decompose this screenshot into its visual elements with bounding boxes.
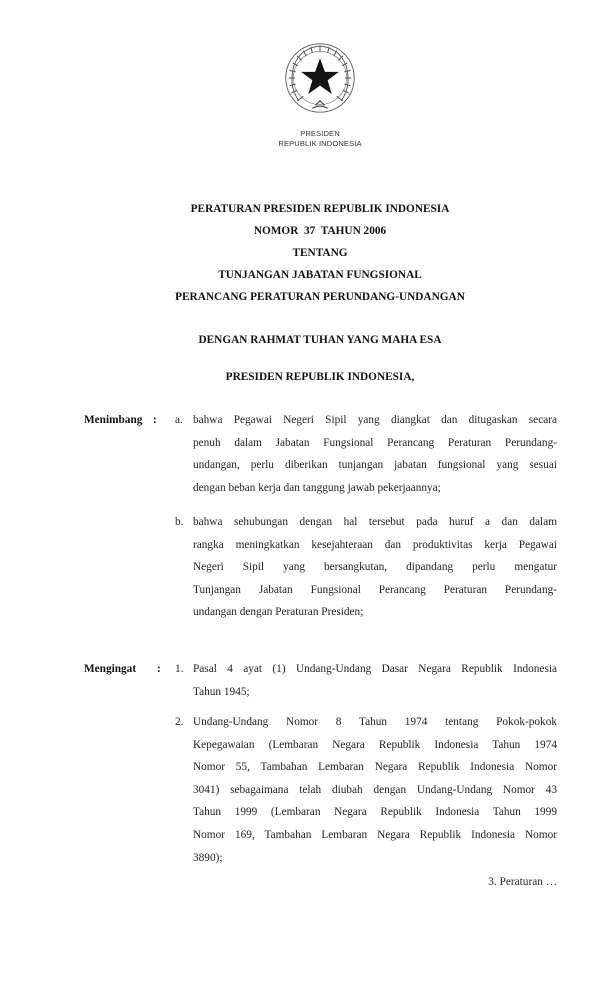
mengingat-item-1 (193, 658, 557, 703)
mengingat-item-2-marker: 2. (175, 716, 184, 728)
mengingat-colon: : (157, 663, 161, 675)
text-line: Pasal 4 ayat (1) Undang-Undang Dasar Negara Republik Indonesia (193, 663, 557, 675)
menimbang-item-b-marker: b. (175, 516, 184, 528)
mengingat-item-1-marker: 1. (175, 663, 184, 675)
text-line: Tahun 1999 (Lembaran Negara Republik Indonesia Tahun 1999 (193, 806, 557, 819)
menimbang-colon: : (153, 414, 157, 426)
text-line: Nomor 169, Tambahan Lembaran Negara Republik Indonesia Nomor (193, 828, 557, 841)
menimbang-label: Menimbang (84, 414, 143, 426)
presidential-emblem-icon (282, 40, 358, 116)
emblem-caption-presiden: PRESIDEN (300, 129, 340, 138)
regulation-number: NOMOR 37 TAHUN 2006 (253, 225, 387, 237)
emblem-caption-republik: REPUBLIK INDONESIA (278, 138, 362, 148)
page-continuation-catchword: 3. Peraturan … (488, 876, 557, 888)
text-line: 3890); (193, 851, 223, 864)
text-line: bahwa Pegawai Negeri Sipil yang diangkat dan ditugaskan secara (193, 414, 557, 426)
text-line: penuh dalam Jabatan Fungsional Perancang Peraturan Perundang- (193, 436, 557, 449)
text-line: Negeri Sipil yang bersangkutan, dipandang perlu mengatur (193, 561, 557, 574)
regulation-subject-line1: TUNJANGAN JABATAN FUNGSIONAL (218, 269, 422, 281)
issuer: PRESIDEN REPUBLIK INDONESIA, (225, 371, 415, 383)
text-line: Kepegawaian (Lembaran Negara Republik Indonesia Tahun 1974 (193, 738, 557, 751)
menimbang-item-a (193, 409, 557, 499)
regulation-subject-line2: PERANCANG PERATURAN PERUNDANG-UNDANGAN (175, 291, 465, 303)
mengingat-item-2 (193, 711, 557, 869)
text-line: undangan, perlu diberikan tunjangan jabatan fungsional yang sesuai (193, 459, 557, 472)
invocation: DENGAN RAHMAT TUHAN YANG MAHA ESA (198, 334, 442, 346)
text-line: Nomor 55, Tambahan Lembaran Negara Republik Indonesia Nomor (193, 761, 557, 774)
text-line: dengan beban kerja dan tanggung jawab pekerjaannya; (193, 481, 441, 494)
text-line: bahwa sehubungan dengan hal tersebut pada huruf a dan dalam (193, 516, 557, 528)
text-line: undangan dengan Peraturan Presiden; (193, 606, 364, 619)
regulation-tentang: TENTANG (292, 247, 348, 259)
text-line: Tahun 1945; (193, 685, 250, 698)
mengingat-label: Mengingat (84, 663, 137, 675)
text-line: rangka meningkatkan kesejahteraan dan produktivitas kerja Pegawai (193, 538, 557, 551)
menimbang-item-a-marker: a. (175, 414, 183, 426)
text-line: Tunjangan Jabatan Fungsional Perancang Peraturan Perundang- (193, 583, 557, 596)
text-line: 3041) sebagaimana telah diubah dengan Undang-Undang Nomor 43 (193, 783, 557, 796)
text-line: Undang-Undang Nomor 8 Tahun 1974 tentang Pokok-pokok (193, 716, 557, 728)
regulation-title: PERATURAN PRESIDEN REPUBLIK INDONESIA (190, 203, 450, 215)
menimbang-item-b (193, 511, 557, 624)
